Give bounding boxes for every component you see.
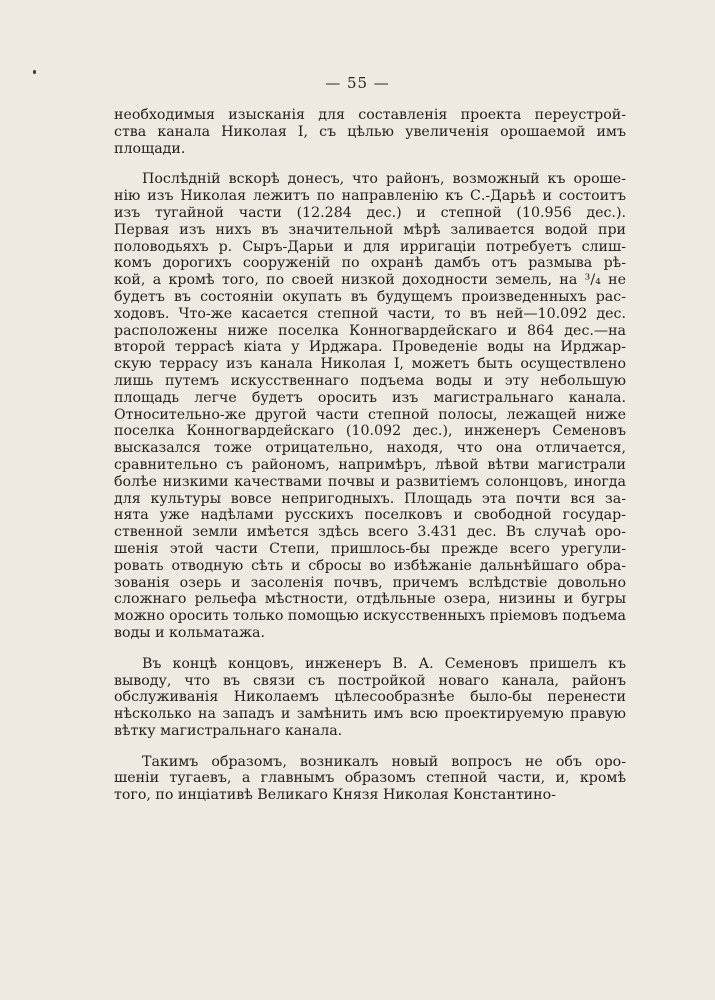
paragraph-4	[114, 754, 626, 804]
text-line: выводу, что въ связи съ постройкой новаго канала, районъ	[114, 672, 626, 689]
text-line: вѣтку магистральнаго канала.	[114, 722, 343, 739]
text-line: можно оросить только помощью искусственныхъ пріемовъ подъема	[114, 608, 626, 625]
text-line: нята уже надѣлами русскихъ поселковъ и свободной государ-	[114, 507, 626, 524]
text-line: нію изъ Николая лежитъ по направленію къ С.-Дарьѣ и состоитъ	[114, 188, 626, 205]
text-line: скую террасу изъ канала Николая I, можетъ быть осуществлено	[114, 356, 626, 373]
text-line: половодьяхъ р. Сыръ-Дарьи и для ирригаціи потребуетъ слиш-	[114, 238, 626, 255]
text-line: ходовъ. Что-же касается степной части, то въ ней—10.092 дес.	[114, 305, 626, 322]
text-line: Въ концѣ концовъ, инженеръ В. А. Семеновъ пришелъ къ	[142, 655, 626, 672]
text-line: шенія этой части Степи, пришлось-бы прежде всего урегули-	[114, 540, 626, 557]
text-line: поселка Конногвардейскаго (10.092 дес.), инженеръ Семеновъ	[114, 423, 626, 440]
text-line: ровать отводную сѣть и сбросы во избѣжаніе дальнѣйшаго обра-	[114, 557, 626, 574]
text-line: площади.	[114, 140, 186, 157]
text-line: площадь легче будетъ оросить изъ магистральнаго канала.	[114, 389, 626, 406]
page-number: — 55 —	[325, 74, 390, 92]
text-line: того, по инціативѣ Великаго Князя Николая Константино-	[114, 787, 556, 804]
text-line: изъ тугайной части (12.284 дес.) и степной (10.956 дес.).	[114, 204, 626, 221]
text-line: воды и кольматажа.	[114, 624, 265, 641]
text-line: комъ дорогихъ сооруженій по охранѣ дамбъ отъ размыва рѣ-	[114, 255, 626, 272]
text-line: для культуры вовсе непригодныхъ. Площадь эта почти вся за-	[114, 490, 626, 507]
text-line: шеніи тугаевъ, а главнымъ образомъ степной части, и, кромѣ	[114, 770, 626, 787]
paragraph-1	[114, 107, 626, 157]
text-line: второй террасѣ кіата у Ирджара. Проведеніе воды на Ирджар-	[114, 339, 626, 356]
text-line: обслуживанія Николаемъ цѣлесообразнѣе было-бы перенести	[114, 689, 626, 706]
body-text	[114, 107, 626, 804]
text-line: будетъ въ состояніи окупать въ будущемъ произведенныхъ рас-	[114, 288, 626, 305]
text-line: ства канала Николая I, съ цѣлью увеличенія орошаемой имъ	[114, 123, 626, 140]
text-line: Первая изъ нихъ въ значительной мѣрѣ заливается водой при	[114, 221, 626, 238]
text-line: зованія озерь и засоленія почвъ, причемъ вслѣдствіе довольно	[114, 574, 626, 591]
paragraph-3	[114, 656, 626, 740]
text-line: расположены ниже поселка Конногвардейскаго и 864 дес.—на	[114, 322, 626, 339]
text-line: лишь путемъ искусственнаго подъема воды и эту небольшую	[114, 372, 626, 389]
text-line: необходимыя изысканія для составленія проекта переустрой-	[114, 107, 626, 123]
text-line: сложнаго рельефа мѣстности, отдѣльные озера, низины и бугры	[114, 591, 626, 608]
text-line: нѣсколько на западъ и замѣнить имъ всю проектируемую правую	[114, 706, 626, 723]
text-line: высказался тоже отрицательно, находя, что она отличается,	[114, 440, 626, 457]
text-line: Относительно-же другой части степной полосы, лежащей ниже	[114, 406, 626, 423]
paragraph-2	[114, 171, 626, 641]
text-line: кой, а кромѣ того, по своей низкой доходности земель, на ³/₄ не	[114, 272, 626, 289]
text-line: сравнительно съ райономъ, напримѣръ, лѣвой вѣтви магистрали	[114, 456, 626, 473]
text-line: ственной земли имѣется здѣсь всего 3.431 дес. Въ случаѣ оро-	[114, 524, 626, 541]
text-line: болѣе низкими качествами почвы и развитіемъ солонцовъ, иногда	[114, 473, 626, 490]
text-line: Послѣдній вскорѣ донесъ, что районъ, возможный къ ороше-	[142, 171, 626, 188]
text-line: Такимъ образомъ, возникалъ новый вопросъ не объ оро-	[142, 753, 626, 770]
